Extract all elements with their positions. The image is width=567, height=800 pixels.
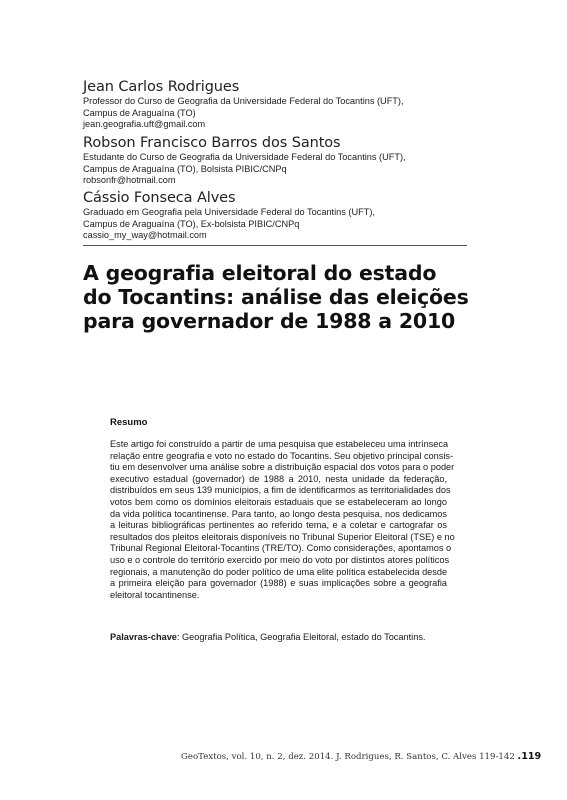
author-name: Cássio Fonseca Alves (83, 190, 236, 206)
author-campus: Campus de Araguaína (TO), Bolsista PIBIC/CNPq (83, 163, 287, 174)
author-affiliation: Graduado em Geografia pela Universidade Federal do Tocantins (UFT), (83, 207, 375, 217)
abstract-line: distribuídos em seus 139 municípios, a fim de identificarmos as territorialidades dos (110, 485, 451, 496)
page-footer (181, 751, 542, 762)
author-email: robsonfr@hotmail.com (83, 175, 176, 186)
author-email: jean.geografia.uft@gmail.com (83, 119, 206, 130)
author-name: Robson Francisco Barros dos Santos (83, 135, 341, 151)
abstract-line: Este artigo foi construído a partir de uma pesquisa que estabeleceu uma intrínseca (110, 439, 449, 449)
keywords-label: Palavras-chave (110, 632, 177, 642)
abstract-line: da vida política tocantinense. Para tanto, ao longo desta pesquisa, nos dedicamos (110, 508, 447, 519)
author-campus: Campus de Araguaína (TO) (83, 107, 196, 118)
author-block-3 (83, 190, 483, 242)
abstract-line: a primeira eleição para governador (1988) e suas implicações sobre a geografia (110, 578, 447, 589)
keywords-text: : Geografia Política, Geografia Eleitoral, estado do Tocantins. (176, 632, 426, 642)
abstract-line: relação entre geografia e voto no estado do Tocantins. Seu objetivo principal consis- (110, 450, 454, 461)
author-email: cassio_my_way@hotmail.com (83, 230, 207, 241)
author-name: Jean Carlos Rodrigues (83, 79, 240, 95)
page-number: .119 (517, 751, 542, 762)
abstract-line: Tribunal Regional Eleitoral-Tocantins (TRE/TO). Como considerações, apontamos o (110, 543, 452, 554)
footer-citation: GeoTextos, vol. 10, n. 2, dez. 2014. J. Rodrigues, R. Santos, C. Alves 119-142 (181, 752, 515, 762)
author-block-2 (83, 135, 483, 187)
abstract-line: a leituras bibliográficas pertinentes ao referido tema, e a coletar e cartografar os (110, 520, 447, 531)
abstract-line: resultados dos pleitos eleitorais disponíveis no Tribunal Superior Eleitoral (TSE) e no (110, 531, 455, 542)
abstract-line: tiu em desenvolver uma análise sobre a distribuição espacial dos votos para o poder (110, 462, 455, 473)
author-affiliation: Professor do Curso de Geografia da Universidade Federal do Tocantins (UFT), (83, 96, 404, 106)
author-campus: Campus de Araguaína (TO), Ex-bolsista PIBIC/CNPq (83, 218, 300, 229)
title-line: do Tocantins: análise das eleições (83, 285, 469, 309)
abstract-line: votos bem como os domínios eleitorais estaduais que se estabeleceram ao longo (110, 496, 447, 507)
title-line: A geografia eleitoral do estado (83, 261, 437, 285)
abstract-heading: Resumo (110, 417, 148, 428)
abstract-line: executivo estadual (governador) de 1988 a 2010, nesta unidade da federação, (110, 473, 447, 484)
title-line: para governador de 1988 a 2010 (83, 309, 456, 333)
abstract-body (110, 439, 455, 601)
paper-title (83, 261, 503, 333)
header-divider (83, 245, 467, 246)
keywords (110, 632, 455, 644)
abstract-line: eleitoral tocantinense. (110, 589, 200, 600)
author-block-1 (83, 79, 483, 131)
abstract-line: uso e o controle do território exercido por meio do voto por distintos atores políticos (110, 554, 450, 565)
author-affiliation: Estudante do Curso de Geografia da Universidade Federal do Tocantins (UFT), (83, 152, 406, 162)
abstract-line: regionais, a manutenção do poder político de uma elite política estabelecida desde (110, 566, 448, 577)
